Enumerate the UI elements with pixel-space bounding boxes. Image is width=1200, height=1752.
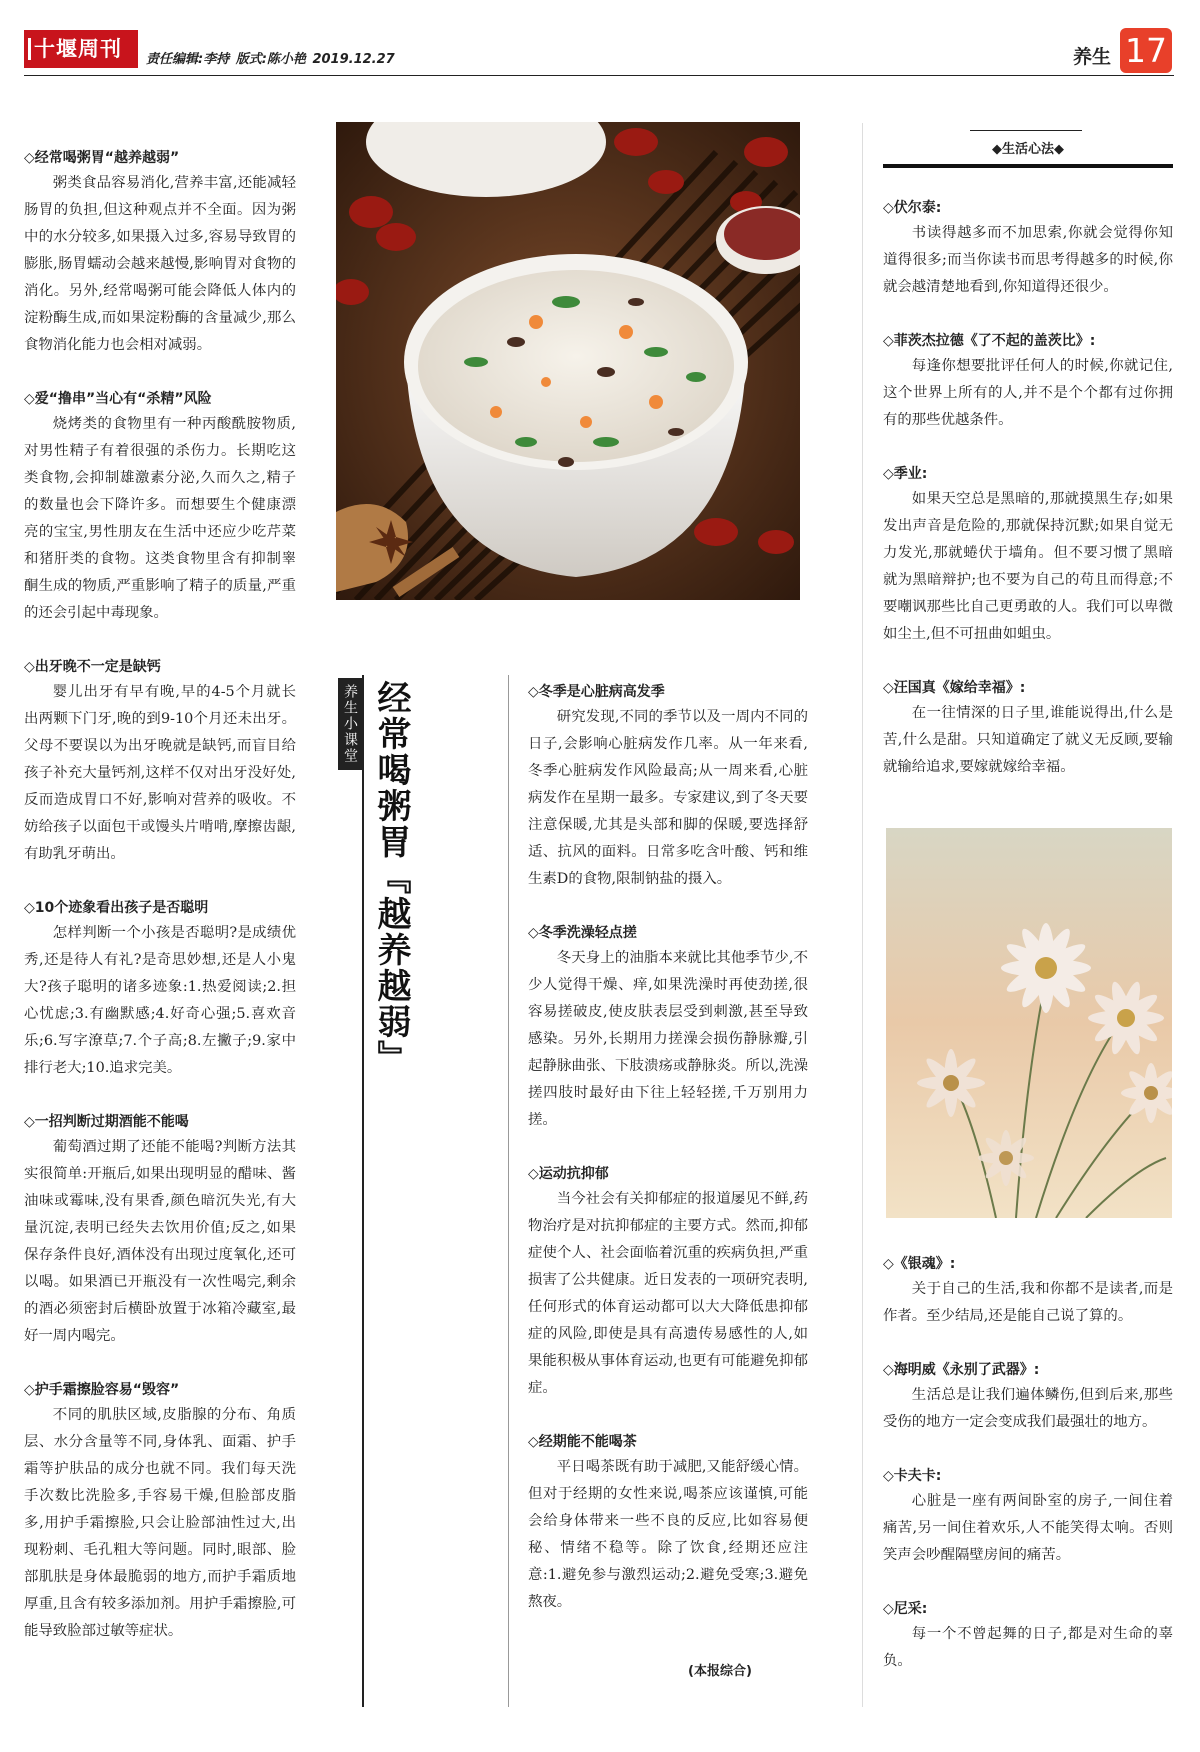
article-heading: ◇卡夫卡: — [883, 1468, 942, 1484]
article-heading: ◇护手霜擦脸容易“毁容” — [24, 1382, 180, 1398]
article-body: 粥类食品容易消化,营养丰富,还能减轻肠胃的负担,但这种观点并不全面。因为粥中的水分较多,如果摄入过多,容易导致胃的膨胀,肠胃蠕动会越来越慢,影响胃对食物的消化。另外,经常喝粥可能会降低人体内的淀粉酶生成,而如果淀粉酶的含量减少,那么食物消化能力也会相对减弱。 — [24, 175, 296, 353]
feature-title: 经常喝粥胃『越养越弱』 — [371, 680, 411, 1076]
article-heading: ◇运动抗抑郁 — [528, 1166, 609, 1182]
article-heading: ◇出牙晚不一定是缺钙 — [24, 659, 161, 675]
article-body: 婴儿出牙有早有晚,早的4-5个月就长出两颗下门牙,晚的到9-10个月还未出牙。父母不要误以为出牙晚就是缺钙,而盲目给孩子补充大量钙剂,这样不仅对出牙没好处,反而造成胃口不好,影响对营养的吸收。不妨给孩子以面包干或馒头片啃啃,摩擦齿龈,有助乳牙萌出。 — [24, 684, 296, 862]
article-block — [883, 196, 1173, 301]
section-heavy-rule — [883, 164, 1173, 168]
article-body: 关于自己的生活,我和你都不是读者,而是作者。至少结局,还是能自己说了算的。 — [883, 1281, 1173, 1324]
section-name: 养生 — [1073, 46, 1112, 68]
article-block — [528, 680, 808, 893]
article-block — [883, 1597, 1173, 1675]
article-block — [528, 921, 808, 1134]
article-body: 不同的肌肤区域,皮脂腺的分布、角质层、水分含量等不同,身体乳、面霜、护手霜等护肤品的成分也就不同。我们每天洗手次数比洗脸多,手容易干燥,但脸部皮脂多,用护手霜擦脸,只会让脸部油性过大,出现粉刺、毛孔粗大等问题。同时,眼部、脸部肌肤是身体最脆弱的地方,而护手霜质地厚重,且含有较多添加剂。用护手霜擦脸,可能导致脸部过敏等症状。 — [24, 1407, 296, 1639]
article-heading: ◇汪国真《嫁给幸福》: — [883, 680, 1026, 696]
article-body: 烧烤类的食物里有一种丙酸酰胺物质,对男性精子有着很强的杀伤力。长期吃这类食物,会抑制雄激素分泌,久而久之,精子的数量也会下降许多。而想要生个健康漂亮的宝宝,男性朋友在生活中还应少吃芹菜和猪肝类的食物。这类食物里含有抑制睾酮生成的物质,严重影响了精子的质量,严重的还会引起中毒现象。 — [24, 416, 296, 621]
article-heading: ◇爱“撸串”当心有“杀精”风险 — [24, 391, 212, 407]
header-rule — [24, 75, 1174, 76]
article-block — [883, 1252, 1173, 1330]
article-heading: ◇海明威《永别了武器》: — [883, 1362, 1040, 1378]
article-heading: ◇冬季洗澡轻点搓 — [528, 925, 637, 941]
article-body: 冬天身上的油脂本来就比其他季节少,不少人觉得干燥、痒,如果洗澡时再使劲搓,很容易搓破皮,使皮肤表层受到刺激,甚至导致感染。另外,长期用力搓澡会损伤静脉瓣,引起静脉曲张、下肢溃疡或静脉炎。所以,洗澡搓四肢时最好由下往上轻轻搓,千万别用力搓。 — [528, 950, 808, 1128]
column-right-bottom — [883, 1252, 1173, 1703]
article-body: 如果天空总是黑暗的,那就摸黑生存;如果发出声音是危险的,那就保持沉默;如果自觉无力发光,那就蜷伏于墙角。但不要习惯了黑暗就为黑暗辩护;也不要为自己的苟且而得意;不要嘲讽那些比自己更勇敢的人。我们可以卑微如尘土,但不可扭曲如蛆虫。 — [883, 491, 1173, 642]
article-block — [24, 896, 296, 1082]
masthead-logo: 十堰周刊 — [24, 30, 138, 68]
header-meta — [146, 48, 397, 67]
article-body: 每一个不曾起舞的日子,都是对生命的辜负。 — [883, 1626, 1173, 1669]
column-right-top — [883, 196, 1173, 809]
article-block — [883, 1464, 1173, 1569]
article-block — [24, 387, 296, 627]
article-block — [24, 1110, 296, 1350]
column-middle — [528, 680, 808, 1644]
article-body: 研究发现,不同的季节以及一周内不同的日子,会影响心脏病发作几率。从一年来看,冬季心脏病发作风险最高;从一周来看,心脏病发作在星期一最多。专家建议,到了冬天要注意保暖,尤其是头部和脚的保暖,要选择舒适、抗风的面料。日常多吃含叶酸、钙和维生素D的食物,限制钠盐的摄入。 — [528, 709, 808, 887]
article-heading: ◇经常喝粥胃“越养越弱” — [24, 150, 180, 166]
article-body: 平日喝茶既有助于减肥,又能舒缓心情。但对于经期的女性来说,喝茶应该谨慎,可能会给身体带来一些不良的反应,比如容易便秘、情绪不稳等。除了饮食,经期还应注意:1.避免参与激烈运动;2.避免受寒;3.避免熬夜。 — [528, 1459, 808, 1610]
article-block — [883, 676, 1173, 781]
source-attribution: (本报综合) — [688, 1664, 752, 1679]
column-left — [24, 146, 296, 1673]
issue-date: 2019.12.27 — [312, 52, 395, 67]
article-block — [24, 655, 296, 868]
article-heading: ◇10个迹象看出孩子是否聪明 — [24, 900, 209, 916]
article-block — [528, 1162, 808, 1402]
article-body: 心脏是一座有两间卧室的房子,一间住着痛苦,另一间住着欢乐,人不能笑得太响。否则笑声会吵醒隔壁房间的痛苦。 — [883, 1493, 1173, 1563]
life-wisdom-heading: ◆生活心法◆ — [992, 142, 1064, 157]
article-heading: ◇一招判断过期酒能不能喝 — [24, 1114, 189, 1130]
editor-credit: 责任编辑:李持 — [146, 52, 230, 67]
article-block — [24, 146, 296, 359]
article-heading: ◇伏尔泰: — [883, 200, 942, 216]
article-heading: ◇季业: — [883, 466, 928, 482]
article-body: 当今社会有关抑郁症的报道屡见不鲜,药物治疗是对抗抑郁症的主要方式。然而,抑郁症使个人、社会面临着沉重的疾病负担,严重损害了公共健康。近日发表的一项研究表明,任何形式的体育运动都可以大大降低患抑郁症的风险,即使是具有高遗传易感性的人,如果能积极从事体育运动,也更有可能避免抑郁症。 — [528, 1191, 808, 1396]
article-body: 葡萄酒过期了还能不能喝?判断方法其实很简单:开瓶后,如果出现明显的醋味、酱油味或霉味,没有果香,颜色暗沉失光,有大量沉淀,表明已经失去饮用价值;反之,如果保存条件良好,酒体没有出现过度氧化,还可以喝。如果酒已开瓶没有一次性喝完,剩余的酒必须密封后横卧放置于冰箱冷藏室,最好一周内喝完。 — [24, 1139, 296, 1344]
column-rule — [862, 123, 863, 1707]
article-body: 每逢你想要批评任何人的时候,你就记住,这个世界上所有的人,并不是个个都有过你拥有的那些优越条件。 — [883, 358, 1173, 428]
section-top-rule — [970, 130, 1082, 131]
article-block — [883, 462, 1173, 648]
article-body: 在一往情深的日子里,谁能说得出,什么是苦,什么是甜。只知道确定了就义无反顾,要输就输给追求,要嫁就嫁给幸福。 — [883, 705, 1173, 775]
article-block — [883, 1358, 1173, 1436]
column-rule — [508, 675, 509, 1707]
article-heading: ◇尼采: — [883, 1601, 928, 1617]
article-body: 怎样判断一个小孩是否聪明?是成绩优秀,还是待人有礼?是奇思妙想,还是人小鬼大?孩子聪明的诸多迹象:1.热爱阅读;2.担心忧虑;3.有幽默感;4.好奇心强;5.喜欢音乐;6.写字潦草;7.个子高;8.左撇子;9.家中排行老大;10.追求完美。 — [24, 925, 296, 1076]
article-heading: ◇菲茨杰拉德《了不起的盖茨比》: — [883, 333, 1096, 349]
layout-credit: 版式:陈小艳 — [235, 52, 306, 67]
article-block — [24, 1378, 296, 1645]
daisy-photo — [886, 828, 1172, 1218]
page-number-badge: 17 — [1120, 28, 1172, 73]
porridge-photo — [336, 122, 800, 600]
article-heading: ◇经期能不能喝茶 — [528, 1434, 637, 1450]
feature-tag: 养生小课堂 — [338, 678, 362, 770]
article-body: 书读得越多而不加思索,你就会觉得你知道得很多;而当你读书而思考得越多的时候,你就会越清楚地看到,你知道得还很少。 — [883, 225, 1173, 295]
article-block — [883, 329, 1173, 434]
article-heading: ◇《银魂》: — [883, 1256, 956, 1272]
column-rule — [362, 675, 364, 1707]
article-body: 生活总是让我们遍体鳞伤,但到后来,那些受伤的地方一定会变成我们最强壮的地方。 — [883, 1387, 1173, 1430]
article-heading: ◇冬季是心脏病高发季 — [528, 684, 665, 700]
article-block — [528, 1430, 808, 1616]
